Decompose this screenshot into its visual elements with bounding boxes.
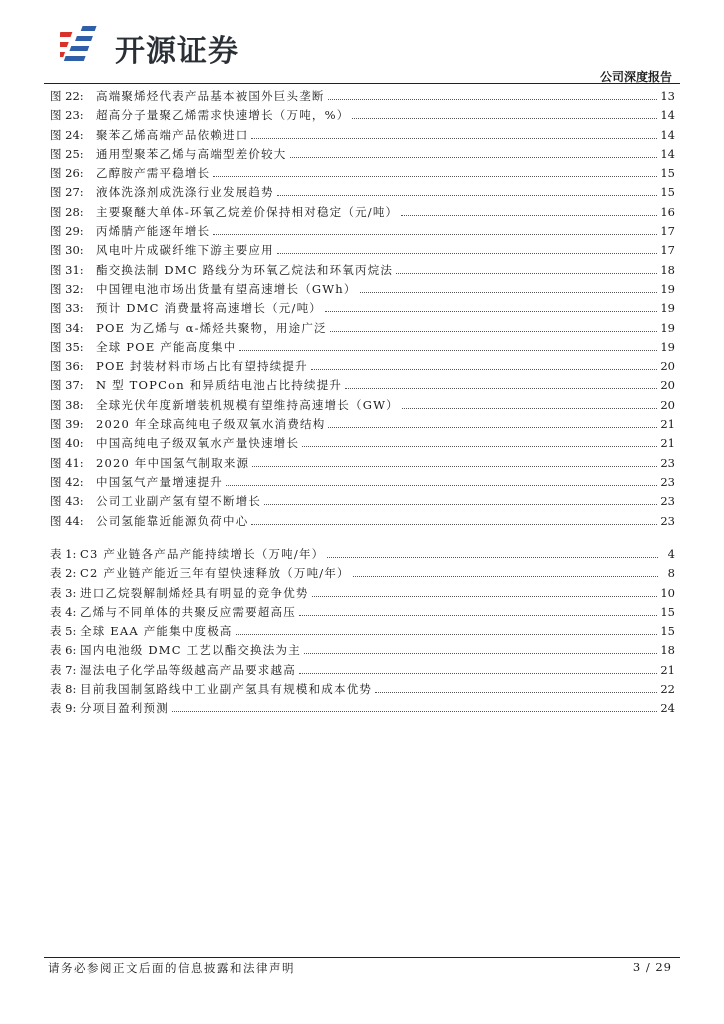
figure-entry-number: 图 43:	[50, 494, 84, 509]
dot-leader	[328, 99, 658, 100]
dot-leader	[213, 234, 657, 235]
table-entry-title: 国内电池级 DMC 工艺以酯交换法为主	[80, 643, 301, 658]
figure-entry[interactable]	[50, 320, 675, 339]
page-number: 3 / 29	[632, 960, 672, 974]
figure-entry-number: 图 22:	[50, 89, 84, 103]
dot-leader	[396, 273, 657, 274]
dot-leader	[312, 596, 658, 597]
figure-entry-number: 图 37:	[50, 378, 84, 393]
table-entry-page: 15	[660, 604, 675, 619]
figure-entry-page: 14	[660, 108, 675, 123]
table-entry[interactable]	[50, 642, 675, 661]
figure-entry[interactable]	[50, 493, 675, 512]
table-entry-number: 表 9:	[50, 701, 77, 716]
table-entry-title: 进口乙烷裂解制烯烃具有明显的竞争优势	[80, 585, 309, 600]
figure-entry-number: 图 39:	[50, 417, 84, 432]
figure-entry-page: 23	[660, 494, 675, 509]
dot-leader	[172, 711, 657, 712]
dot-leader	[360, 292, 658, 293]
table-entry[interactable]	[50, 585, 675, 604]
figure-entry-title: 2020 年中国氢气制取来源	[96, 455, 250, 470]
dot-leader	[213, 176, 657, 177]
figure-entry[interactable]	[50, 339, 675, 358]
dot-leader	[328, 427, 657, 428]
table-entry-number: 表 8:	[50, 682, 77, 697]
table-entry-number: 表 1:	[50, 547, 77, 561]
figure-entry-page: 18	[660, 262, 675, 277]
dot-leader	[353, 576, 658, 577]
figure-entry[interactable]	[50, 88, 675, 107]
figure-entry-title: 超高分子量聚乙烯需求快速增长（万吨，%）	[96, 108, 350, 123]
figure-entry-page: 20	[660, 378, 675, 393]
table-entry[interactable]	[50, 681, 675, 700]
figure-entry-title: POE 封装材料市场占比有望持续提升	[96, 359, 308, 374]
figure-entry-number: 图 23:	[50, 108, 84, 123]
figure-entry[interactable]	[50, 513, 675, 532]
figure-entry-page: 19	[660, 301, 675, 316]
figure-entry-number: 图 44:	[50, 513, 84, 528]
figure-entry-number: 图 34:	[50, 320, 84, 335]
figure-entry-title: 主要聚醚大单体-环氧乙烷差价保持相对稳定（元/吨）	[96, 204, 399, 219]
figure-entry-title: 中国锂电池市场出货量有望高速增长（GWh）	[96, 281, 357, 296]
figure-entry[interactable]	[50, 184, 675, 203]
table-entry-title: C3 产业链各产品产能持续增长（万吨/年）	[80, 547, 325, 561]
figure-entry[interactable]	[50, 397, 675, 416]
figure-entry[interactable]	[50, 300, 675, 319]
figure-entry-title: POE 为乙烯与 α-烯烃共聚物，用途广泛	[96, 320, 327, 335]
figure-entry-number: 图 42:	[50, 474, 84, 489]
table-entry-page: 8	[667, 566, 675, 581]
figure-entry-number: 图 28:	[50, 204, 84, 219]
dot-leader	[252, 466, 657, 467]
table-entry-number: 表 3:	[50, 585, 77, 600]
figure-entry-title: 酯交换法制 DMC 路线分为环氧乙烷法和环氧丙烷法	[96, 262, 394, 277]
figure-entry-number: 图 27:	[50, 185, 84, 200]
figure-entry-title: 公司工业副产氢有望不断增长	[96, 494, 262, 509]
figure-entry-number: 图 40:	[50, 436, 84, 451]
table-entry-page: 18	[660, 643, 675, 658]
figure-entry-title: 丙烯腈产能逐年增长	[96, 224, 211, 239]
figure-entry-page: 23	[660, 474, 675, 489]
dot-leader	[277, 253, 658, 254]
figure-entry[interactable]	[50, 377, 675, 396]
figure-entry-page: 15	[660, 185, 675, 200]
table-entry-title: 乙烯与不同单体的共聚反应需要超高压	[80, 604, 296, 619]
figure-entry-page: 19	[660, 281, 675, 296]
figure-entry-page: 20	[660, 359, 675, 374]
figure-entry-page: 17	[660, 243, 675, 258]
dot-leader	[226, 485, 657, 486]
table-entry-title: 目前我国制氢路线中工业副产氢具有规模和成本优势	[80, 682, 373, 697]
figure-entry-number: 图 24:	[50, 127, 84, 142]
table-entry-number: 表 6:	[50, 643, 77, 658]
dot-leader	[375, 692, 657, 693]
table-entry-number: 表 5:	[50, 624, 77, 639]
dot-leader	[251, 524, 657, 525]
table-entry[interactable]	[50, 623, 675, 642]
dot-leader	[236, 634, 658, 635]
figure-entry-page: 14	[660, 146, 675, 161]
dot-leader	[327, 557, 658, 558]
figure-entry-page: 23	[660, 455, 675, 470]
figure-entry[interactable]	[50, 281, 675, 300]
table-entry-title: 湿法电子化学品等级越高产品要求越高	[80, 662, 296, 677]
figure-entry-page: 17	[660, 224, 675, 239]
table-entry-number: 表 4:	[50, 604, 77, 619]
dot-leader	[345, 388, 657, 389]
table-entry-title: 全球 EAA 产能集中度极高	[80, 624, 233, 639]
figure-entry-title: 2020 年全球高纯电子级双氧水消费结构	[96, 417, 326, 432]
figure-entry[interactable]	[50, 204, 675, 223]
figure-entry-page: 14	[660, 127, 675, 142]
figure-entry-number: 图 31:	[50, 262, 84, 277]
table-entry[interactable]	[50, 662, 675, 681]
figure-entry[interactable]	[50, 165, 675, 184]
figure-entry-number: 图 33:	[50, 301, 84, 316]
table-entry-page: 21	[660, 662, 675, 677]
figure-entry[interactable]	[50, 262, 675, 281]
table-entry[interactable]	[50, 700, 675, 719]
dot-leader	[325, 311, 657, 312]
figure-entry[interactable]	[50, 455, 675, 474]
footer-divider	[44, 957, 680, 958]
figure-entry-page: 21	[660, 436, 675, 451]
header-divider	[44, 83, 680, 84]
figure-entry-title: 通用型聚苯乙烯与高端型差价较大	[96, 146, 287, 161]
figure-entry-title: 全球 POE 产能高度集中	[96, 339, 237, 354]
table-entry-number: 表 2:	[50, 566, 77, 581]
figure-entry-title: 聚苯乙烯高端产品依赖进口	[96, 127, 249, 142]
dot-leader	[402, 408, 658, 409]
figure-entry[interactable]	[50, 223, 675, 242]
figure-entry[interactable]	[50, 474, 675, 493]
figure-entry-number: 图 35:	[50, 339, 84, 354]
figure-entry-page: 16	[660, 204, 675, 219]
figure-entry-page: 15	[660, 166, 675, 181]
brand-name: 开源证券	[115, 34, 239, 69]
figure-entry[interactable]	[50, 146, 675, 165]
table-entry[interactable]	[50, 546, 675, 565]
figures-index	[50, 88, 675, 532]
dot-leader	[264, 504, 657, 505]
figure-entry-page: 19	[660, 320, 675, 335]
figure-entry-number: 图 26:	[50, 166, 84, 181]
table-entry-page: 10	[660, 585, 675, 600]
table-entry[interactable]	[50, 565, 675, 584]
dot-leader	[401, 215, 657, 216]
figure-entry-number: 图 36:	[50, 359, 84, 374]
figure-entry-page: 21	[660, 417, 675, 432]
figure-entry-title: 全球光伏年度新增装机规模有望维持高速增长（GW）	[96, 397, 399, 412]
dot-leader	[299, 615, 657, 616]
footer-disclaimer: 请务必参阅正文后面的信息披露和法律声明	[48, 961, 295, 975]
figure-entry-title: 乙醇胺产需平稳增长	[96, 166, 211, 181]
figure-entry-number: 图 32:	[50, 281, 84, 296]
figure-entry[interactable]	[50, 242, 675, 261]
figure-entry-title: 高端聚烯烃代表产品基本被国外巨头垄断	[96, 89, 325, 103]
figure-entry-page: 23	[660, 513, 675, 528]
figure-entry-page: 13	[660, 89, 675, 103]
figure-entry-number: 图 41:	[50, 455, 84, 470]
table-entry[interactable]	[50, 604, 675, 623]
report-type: 公司深度报告	[599, 70, 672, 84]
dot-leader	[304, 653, 657, 654]
figure-entry[interactable]	[50, 416, 675, 435]
dot-leader	[251, 138, 657, 139]
figure-entry-page: 19	[660, 339, 675, 354]
figure-entry[interactable]	[50, 358, 675, 377]
figure-entry[interactable]	[50, 127, 675, 146]
table-entry-title: 分项目盈利预测	[80, 701, 169, 716]
figure-entry-title: N 型 TOPCon 和异质结电池占比持续提升	[96, 378, 343, 393]
figure-entry-page: 20	[660, 397, 675, 412]
dot-leader	[330, 331, 658, 332]
tables-index	[50, 546, 675, 720]
figure-entry-number: 图 29:	[50, 224, 84, 239]
figure-entry-number: 图 38:	[50, 397, 84, 412]
figure-entry-number: 图 30:	[50, 243, 84, 258]
figure-entry-title: 预计 DMC 消费量将高速增长（元/吨）	[96, 301, 322, 316]
figure-entry-title: 中国氢气产量增速提升	[96, 474, 223, 489]
figure-entry[interactable]	[50, 107, 675, 126]
figure-entry-title: 中国高纯电子级双氧水产量快速增长	[96, 436, 300, 451]
figure-entry-title: 风电叶片成碳纤维下游主要应用	[96, 243, 274, 258]
dot-leader	[290, 157, 658, 158]
table-entry-page: 24	[660, 701, 675, 716]
dot-leader	[239, 350, 657, 351]
brand-logo-mark-icon	[60, 22, 106, 64]
figure-entry-title: 液体洗涤剂成洗涤行业发展趋势	[96, 185, 274, 200]
dot-leader	[352, 118, 657, 119]
figure-entry-title: 公司氢能靠近能源负荷中心	[96, 513, 249, 528]
dot-leader	[299, 673, 657, 674]
table-entry-page: 15	[660, 624, 675, 639]
dot-leader	[302, 446, 657, 447]
table-entry-number: 表 7:	[50, 662, 77, 677]
dot-leader	[311, 369, 658, 370]
brand-logo	[60, 22, 260, 69]
table-entry-page: 22	[660, 682, 675, 697]
figure-entry[interactable]	[50, 435, 675, 454]
figure-entry-number: 图 25:	[50, 146, 84, 161]
table-entry-title: C2 产业链产能近三年有望快速释放（万吨/年）	[80, 566, 350, 581]
table-entry-page: 4	[667, 547, 675, 561]
dot-leader	[277, 195, 658, 196]
